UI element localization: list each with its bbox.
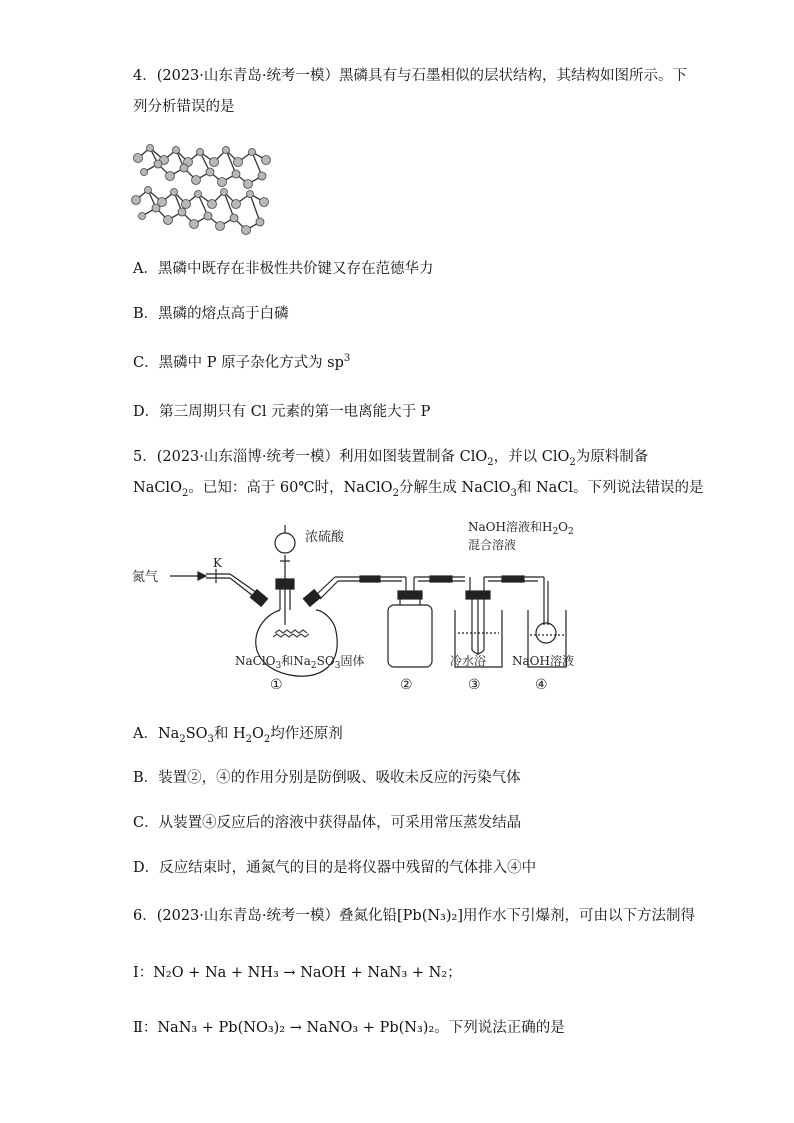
q6-stem-line1: 6．(2023·山东青岛·统考一模）叠氮化铅[Pb(N₃)₂]用作水下引爆剂，可由以下方法制得 [133,908,695,924]
q4-option-a: A．黑磷中既存在非极性共价键又存在范德华力 [133,261,434,277]
q4-stem-line1: 4．(2023·山东青岛·统考一模）黑磷具有与石墨相似的层状结构，其结构如图所示。下 [133,68,687,84]
q5-option-d: D．反应结束时，通氮气的目的是将仪器中残留的气体排入④中 [133,860,537,876]
label-naoh: NaOH溶液 [512,654,574,668]
apparatus-figure [130,515,590,695]
label-mixed-solution-line1: NaOH溶液和$H_2O_2$ [468,520,574,537]
q4-option-c: C．黑磷中 P 原子杂化方式为 $sp^3$ [133,353,351,371]
q5-stem-line2: NaClO$_2$。已知：高于 60℃时，NaClO$_2$分解生成 NaClO$_3$和 NaCl。下列说法错误的是 [133,480,704,499]
q5-option-b: B．装置②，④的作用分别是防倒吸、吸收未反应的污染气体 [133,770,521,786]
label-n4: ④ [535,677,548,693]
q4-stem-line2: 列分析错误的是 [133,99,235,115]
label-valve: K [213,556,222,570]
label-cold-bath: 冷水浴 [450,654,487,668]
label-mixed-solution-line2: 混合溶液 [468,538,517,552]
q4-option-d: D．第三周期只有 Cl 元素的第一电离能大于 P [133,404,431,420]
q5-option-c: C．从装置④反应后的溶液中获得晶体，可采用常压蒸发结晶 [133,815,522,831]
q5-option-a: A．$Na_2SO_3$和 $H_2O_2$均作还原剂 [133,726,343,745]
label-acid: 浓硫酸 [305,530,345,545]
label-n1: ① [270,677,283,693]
label-n2: ② [400,677,413,693]
q6-equation-2: Ⅱ：NaN₃ + Pb(NO₃)₂ → NaNO₃ + Pb(N₃)₂。下列说法正确的是 [133,1020,565,1036]
q5-stem-line1: 5．(2023·山东淄博·统考一模）利用如图装置制备 ClO$_2$，并以 ClO$_2$为原料制备 [133,449,649,468]
label-nitrogen: 氮气 [132,570,159,585]
label-n3: ③ [468,677,481,693]
label-solid: NaClO$_3$和$Na_2SO_3$固体 [235,654,365,671]
black-phosphorus-structure-figure [130,138,280,240]
q4-option-b: B．黑磷的熔点高于白磷 [133,306,289,322]
q6-equation-1: Ⅰ：N₂O + Na + NH₃ → NaOH + NaN₃ + N₂； [133,965,462,981]
